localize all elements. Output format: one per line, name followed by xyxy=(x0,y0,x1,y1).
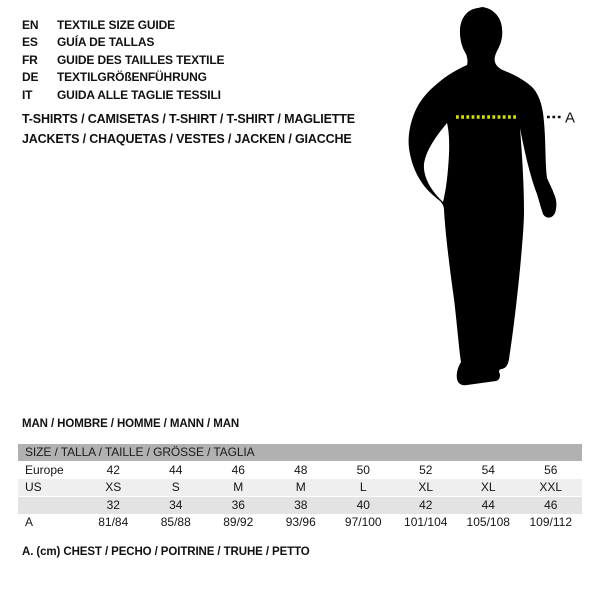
man-figure xyxy=(402,4,582,394)
table-cell: 32 xyxy=(106,498,120,513)
language-label: GUIDA ALLE TAGLIE TESSILI xyxy=(57,87,221,102)
table-cell: L xyxy=(359,480,367,495)
measurement-footnote: A. (cm) CHEST / PECHO / POITRINE / TRUHE / PETTO xyxy=(22,546,310,558)
section-title-man: MAN / HOMBRE / HOMME / MANN / MAN xyxy=(22,418,240,430)
table-cell: 109/112 xyxy=(529,515,572,530)
table-cell: 50 xyxy=(356,462,370,477)
table-cell: 42 xyxy=(106,462,120,477)
table-cell: 38 xyxy=(294,498,308,513)
table-cell: XL xyxy=(480,480,496,495)
table-cell: XL xyxy=(418,480,434,495)
table-cell: 89/92 xyxy=(223,515,254,530)
size-table-header: SIZE / TALLA / TAILLE / GRÖSSE / TAGLIA xyxy=(18,444,582,461)
table-cell: 85/88 xyxy=(160,515,191,530)
man-silhouette-shape xyxy=(409,7,557,385)
language-label: GUIDE DES TAILLES TEXTILE xyxy=(57,52,225,67)
language-label: TEXTILGRÖßENFÜHRUNG xyxy=(57,70,207,85)
row-label: Europe xyxy=(25,462,64,477)
table-cell: 93/96 xyxy=(285,515,316,530)
table-cell: 48 xyxy=(294,462,308,477)
table-cell: S xyxy=(171,480,180,495)
table-cell: 105/108 xyxy=(466,515,510,530)
table-row-us xyxy=(18,479,582,497)
table-row-europe xyxy=(18,461,582,479)
table-cell: M xyxy=(233,480,244,495)
table-cell: 101/104 xyxy=(404,515,448,530)
table-cell: 40 xyxy=(356,498,370,513)
table-cell: 36 xyxy=(231,498,245,513)
table-cell: M xyxy=(295,480,306,495)
language-code: FR xyxy=(22,52,38,67)
man-silhouette xyxy=(402,4,582,394)
category-line-tshirts: T-SHIRTS / CAMISETAS / T-SHIRT / T-SHIRT / MAGLIETTE xyxy=(22,112,355,126)
table-row-chest-a xyxy=(18,514,582,532)
measure-label-a: A xyxy=(565,109,576,127)
table-cell: 34 xyxy=(169,498,183,513)
row-label: US xyxy=(25,480,42,495)
language-row xyxy=(22,69,224,86)
table-cell: 44 xyxy=(481,498,495,513)
table-cell: 46 xyxy=(544,498,558,513)
language-code: IT xyxy=(22,87,33,102)
table-cell: XS xyxy=(105,480,122,495)
size-table xyxy=(18,444,582,531)
language-label: GUÍA DE TALLAS xyxy=(57,35,155,50)
table-cell: 81/84 xyxy=(98,515,129,530)
language-label: TEXTILE SIZE GUIDE xyxy=(57,18,175,32)
row-label: A xyxy=(25,515,34,530)
language-code: ES xyxy=(22,35,38,50)
category-list xyxy=(22,109,355,149)
category-line-jackets: JACKETS / CHAQUETAS / VESTES / JACKEN / GIACCHE xyxy=(22,132,352,146)
language-code: EN xyxy=(22,18,39,32)
language-row xyxy=(22,87,224,104)
language-row xyxy=(22,17,224,34)
table-cell: XXL xyxy=(539,480,563,495)
table-row-numeric xyxy=(18,496,582,514)
language-row xyxy=(22,52,224,69)
table-cell: 54 xyxy=(481,462,495,477)
language-row xyxy=(22,34,224,51)
table-cell: 46 xyxy=(231,462,245,477)
table-cell: 52 xyxy=(419,462,433,477)
language-list xyxy=(22,17,224,104)
table-cell: 42 xyxy=(419,498,433,513)
language-code: DE xyxy=(22,70,39,85)
table-cell: 44 xyxy=(169,462,183,477)
table-cell: 97/100 xyxy=(344,515,382,530)
table-cell: 56 xyxy=(544,462,558,477)
